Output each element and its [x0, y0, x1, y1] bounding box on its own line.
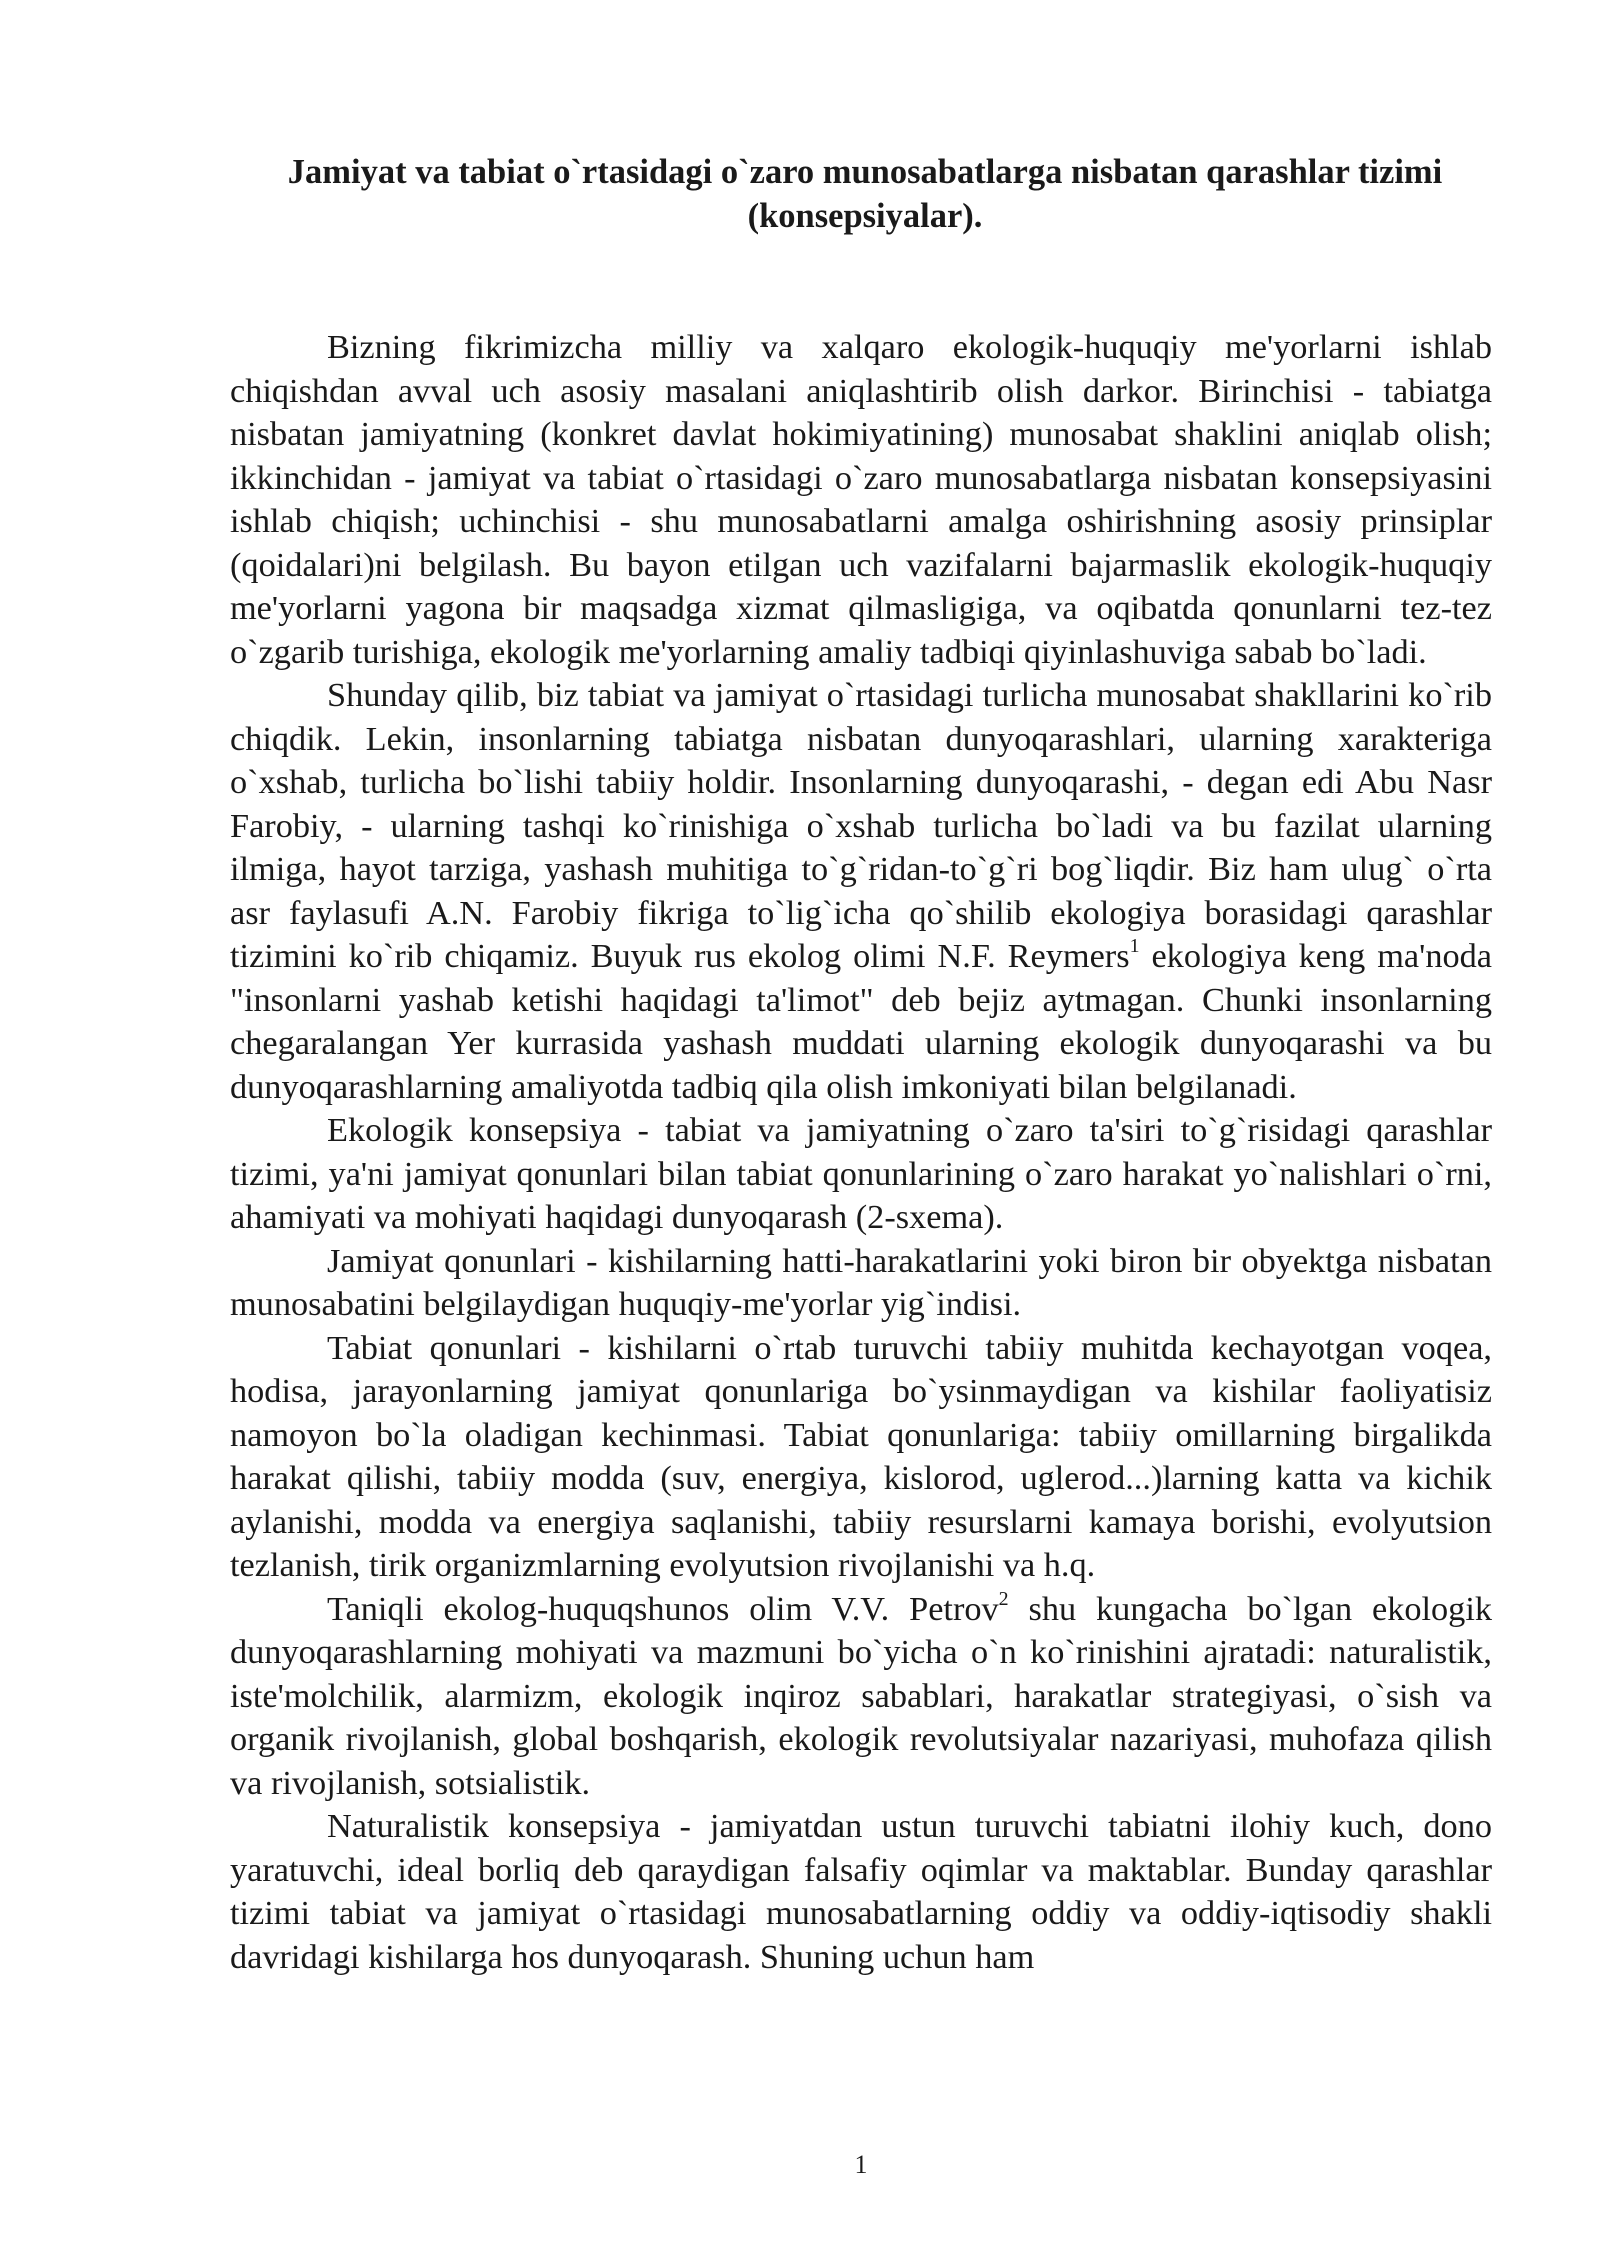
page-number: 1 — [854, 2150, 868, 2179]
paragraph-intro — [230, 326, 1492, 674]
paragraph-text: ekologiya keng ma'noda "insonlarni yashab ketishi haqidagi ta'limot" deb bejiz aytmagan. Chunki insonlarning chegaralangan Yer kurrasida yashash muddati ularning ekologik dunyoqarashi va bu dunyoqarashlarning amaliyotda tadbiq qila olish imkoniyati bilan belgilanadi. — [230, 937, 1492, 1106]
paragraph-text: Jamiyat qonunlari - kishilarning hatti-harakatlarini yoki biron bir obyektga nisbatan munosabatini belgilaydigan huquqiy-me'yorlar yig`indisi. — [230, 1241, 1492, 1323]
paragraph-text: Bizning fikrimizcha milliy va xalqaro ekologik-huquqiy me'yorlarni ishlab chiqishdan avval uch asosiy masalani aniqlashtirib olish darkor. Birinchisi - tabiatga nisbatan jamiyatning (konkret davlat hokimiyatining) munosabat shaklini aniqlab olish; ikkinchidan - jamiyat va tabiat o`rtasidagi o`zaro munosabatlarga nisbatan konsepsiyasini ishlab chiqish; uchinchisi - shu munosabatlarni amalga oshirishning asosiy prinsiplar (qoidalari)ni belgilash. Bu bayon etilgan uch vazifalarni bajarmaslik ekologik-huquqiy me'yorlarni yagona bir maqsadga xizmat qilmasligiga, va oqibatda qonunlarni tez-tez o`zgarib turishiga, ekologik me'yorlarning amaliy tadbiqi qiyinlashuviga sabab bo`ladi. — [230, 328, 1492, 671]
paragraph-text: Tabiat qonunlari - kishilarni o`rtab turuvchi tabiiy muhitda kechayotgan voqea, hodisa, jarayonlarning jamiyat qonunlariga bo`ysinmaydigan va kishilar faoliyatisiz namoyon bo`la oladigan kechinmasi. Tabiat qonunlariga: tabiiy omillarning birgalikda harakat qilishi, tabiiy modda (suv, energiya, kislorod, uglerod...)larning katta va kichik aylanishi, modda va energiya saqlanishi, tabiiy resurslarni kamaya borishi, evolyutsion tezlanish, tirik organizmlarning evolyutsion rivojlanishi va h.q. — [230, 1328, 1492, 1584]
paragraph-petrov — [230, 1588, 1492, 1806]
paragraph-text: Taniqli ekolog-huquqshunos olim V.V. Petrov — [327, 1589, 999, 1628]
paragraph-ecological-concept — [230, 1109, 1492, 1240]
document-body — [230, 326, 1492, 1979]
footnote-marker[interactable]: 1 — [1129, 935, 1140, 958]
document-title: Jamiyat va tabiat o`rtasidagi o`zaro munosabatlarga nisbatan qarashlar tizimi (konsepsiyalar). — [287, 153, 1443, 235]
paragraph-text: Shunday qilib, biz tabiat va jamiyat o`rtasidagi turlicha munosabat shakllarini ko`rib chiqdik. Lekin, insonlarning tabiatga nisbatan dunyoqarashlari, ularning xarakteriga o`xshab, turlicha bo`lishi tabiiy holdir. Insonlarning dunyoqarashi, - degan edi Abu Nasr Farobiy, - ularning tashqi ko`rinishiga o`xshab turlicha bo`ladi va bu fazilat ularning ilmiga, hayot tarziga, yashash muhitiga to`g`ridan-to`g`ri bog`liqdir. Biz ham ulug` o`rta asr faylasufi A.N. Farobiy fikriga to`lig`icha qo`shilib ekologiya borasidagi qarashlar tizimini ko`rib chiqamiz. Buyuk rus ekolog olimi N.F. Reymers — [230, 676, 1492, 975]
paragraph-naturalistic — [230, 1805, 1492, 1979]
paragraph-society-laws — [230, 1240, 1492, 1327]
paragraph-text: Naturalistik konsepsiya - jamiyatdan ustun turuvchi tabiatni ilohiy kuch, dono yaratuvchi, ideal borliq deb qaraydigan falsafiy oqimlar va maktablar. Bunday qarashlar tizimi tabiat va jamiyat o`rtasidagi munosabatlarning oddiy va oddiy-iqtisodiy shakli davridagi kishilarga hos dunyoqarash. Shuning uchun ham — [230, 1807, 1492, 1976]
paragraph-text: Ekologik konsepsiya - tabiat va jamiyatning o`zaro ta'siri to`g`risidagi qarashlar tizimi, ya'ni jamiyat qonunlari bilan tabiat qonunlarining o`zaro harakat yo`nalishlari o`rni, ahamiyati va mohiyati haqidagi dunyoqarash (2-sxema). — [230, 1111, 1492, 1236]
paragraph-nature-laws — [230, 1327, 1492, 1588]
footnote-marker[interactable]: 2 — [998, 1587, 1009, 1610]
paragraph-worldviews — [230, 674, 1492, 1109]
paragraph-text: shu kungacha bo`lgan ekologik dunyoqarashlarning mohiyati va mazmuni bo`yicha o`n ko`rinishini ajratadi: naturalistik, iste'molchilik, alarmizm, ekologik inqiroz sabablari, harakatlar strategiyasi, o`sish va organik rivojlanish, global boshqarish, ekologik revolutsiyalar nazariyasi, muhofaza qilish va rivojlanish, sotsialistik. — [230, 1589, 1493, 1802]
